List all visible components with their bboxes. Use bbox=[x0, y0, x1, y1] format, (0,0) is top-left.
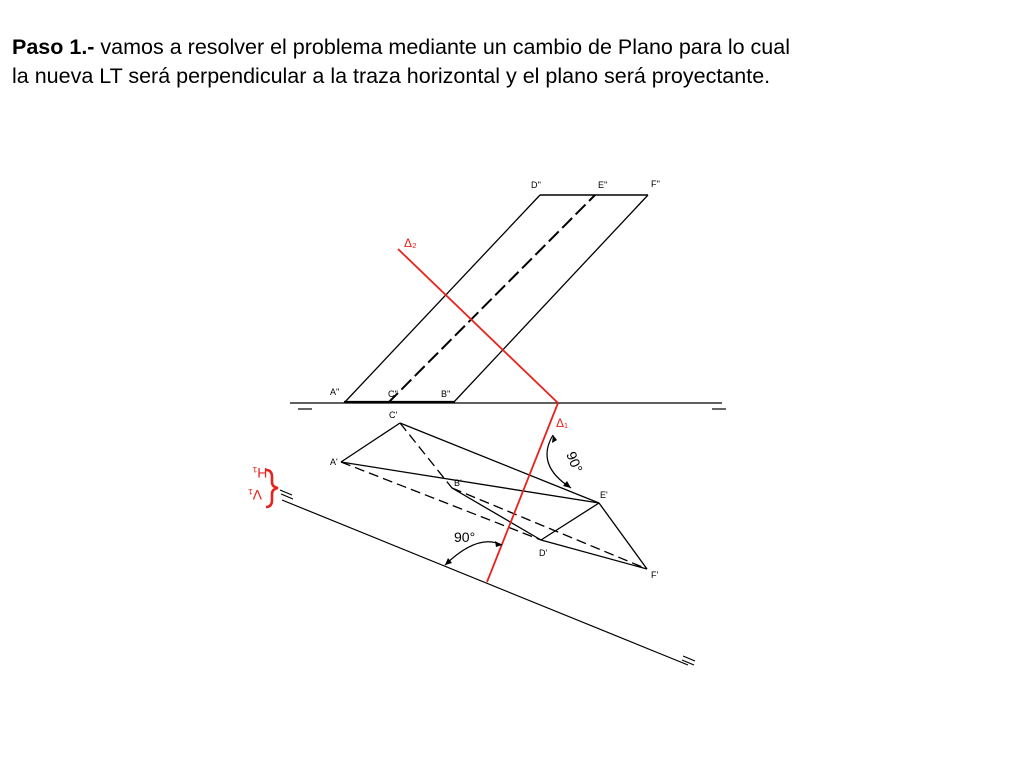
edge-a-e bbox=[341, 462, 599, 503]
caption-line-1: vamos a resolver el problema mediante un cambio de Plano para lo cual bbox=[94, 35, 791, 59]
angle-label-lower: 90° bbox=[454, 529, 476, 545]
label-v1: V₁ bbox=[247, 487, 263, 503]
edge-a-c bbox=[341, 423, 400, 462]
label-c-horizontal: C' bbox=[389, 410, 398, 420]
label-b-horizontal: B' bbox=[454, 478, 462, 488]
new-ground-line bbox=[280, 490, 695, 665]
label-delta1: Δ₁ bbox=[556, 416, 569, 430]
vertical-trace-delta2 bbox=[398, 249, 558, 403]
step-title: Paso 1.- bbox=[12, 35, 95, 59]
label-d-horizontal: D' bbox=[539, 548, 548, 558]
label-d-vertical: D'' bbox=[531, 180, 541, 190]
angle-label-upper: 90° bbox=[563, 449, 586, 475]
vertical-projection bbox=[344, 195, 648, 403]
label-c-vertical: C'' bbox=[388, 389, 398, 399]
plane-traces bbox=[398, 249, 558, 582]
edge-a-d-vertical bbox=[344, 195, 540, 403]
edge-d-e bbox=[541, 503, 599, 540]
label-a-vertical: A'' bbox=[330, 387, 340, 397]
label-delta2: Δ₂ bbox=[404, 236, 417, 250]
label-e-vertical: E'' bbox=[598, 180, 608, 190]
label-a-horizontal: A' bbox=[330, 457, 338, 467]
edge-b-f-vertical bbox=[453, 195, 648, 403]
horizontal-trace-delta1 bbox=[487, 403, 558, 582]
label-f-horizontal: F' bbox=[651, 570, 659, 580]
edge-c-e-vertical-hidden bbox=[388, 195, 595, 403]
v1-h1-label bbox=[248, 465, 278, 507]
label-b-vertical: B'' bbox=[441, 389, 451, 399]
label-h1: H₁ bbox=[252, 465, 268, 481]
label-f-vertical: F'' bbox=[651, 179, 660, 189]
arc-lower bbox=[445, 542, 502, 565]
edge-d-f bbox=[541, 540, 647, 569]
label-e-horizontal: E' bbox=[600, 490, 608, 500]
caption-line-2: la nueva LT será perpendicular a la traza horizontal y el plano será proyectante. bbox=[12, 64, 771, 88]
ground-line bbox=[290, 403, 726, 409]
angle-arcs bbox=[445, 435, 571, 565]
